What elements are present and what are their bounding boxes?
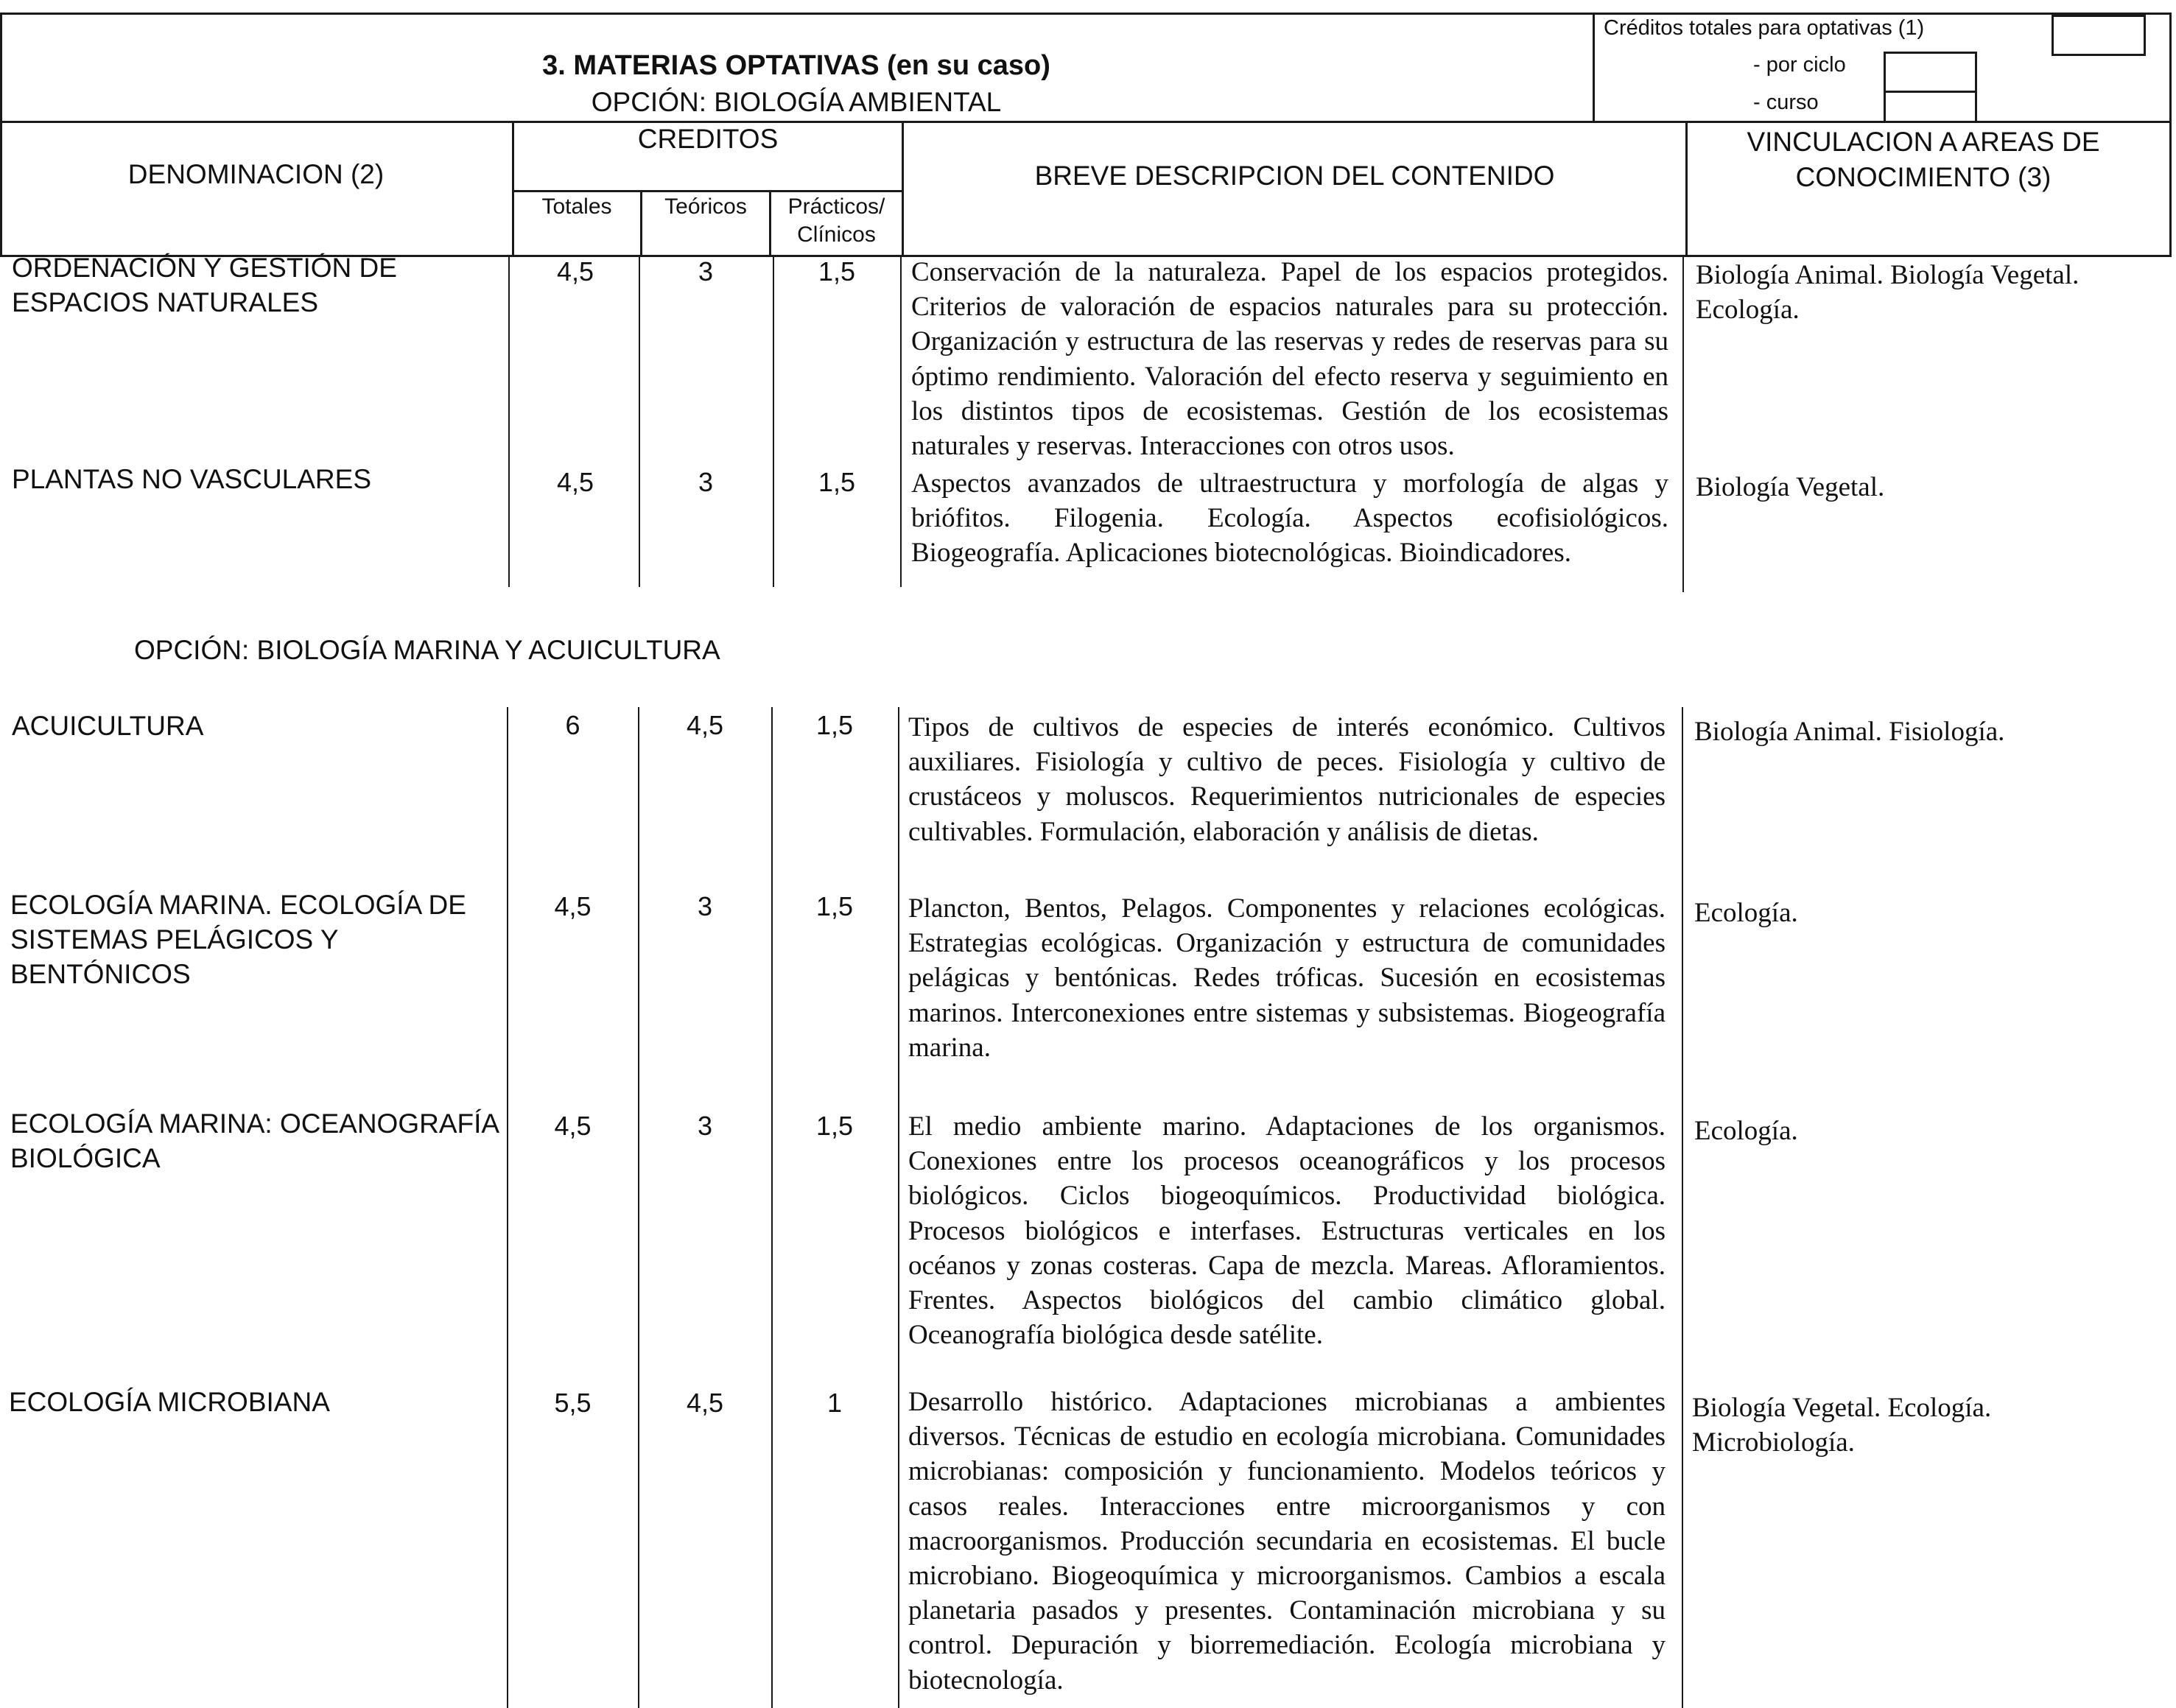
body-sep-4-b [898,707,899,1708]
credits-teoricos: 3 [698,467,714,497]
col-header-totales: Totales [541,194,612,219]
knowledge-areas: Biología Animal. Fisiología. [1694,717,2005,747]
page-title: 3. MATERIAS OPTATIVAS (en su caso) [542,50,1050,81]
header-credits-divider [1593,13,1595,123]
col-header-descripcion: BREVE DESCRIPCION DEL CONTENIDO [1034,161,1555,191]
credits-teoricos: 4,5 [686,1388,724,1418]
col-header-practicos-2: Clínicos [797,222,876,247]
credits-totales: 4,5 [554,891,592,921]
per-course-label: - curso [1753,91,1819,114]
credits-totales: 4,5 [556,467,594,497]
credits-practicos: 1,5 [815,1111,854,1141]
credits-teoricos: 4,5 [686,710,724,740]
course-name: ECOLOGÍA MICROBIANA [9,1387,330,1417]
body-sep-1-a [508,257,510,587]
course-name: PLANTAS NO VASCULARES [12,464,371,494]
course-description: Tipos de cultivos de especies de interés económico. Cultivos auxiliares. Fisiología y cultivo de peces. Fisiología y cultivo de crustáceos y moluscos. Requerimientos nutricionales de especies cultivables. Formulación, elaboración y análisis de dietas. [908,712,1666,847]
body-sep-5-b [1682,707,1683,1708]
page-subtitle: OPCIÓN: BIOLOGÍA AMBIENTAL [591,87,1002,117]
course-description: Conservación de la naturaleza. Papel de los espacios protegidos. Criterios de valoración de espacios naturales para su protección. Organización y estructura de las reservas y redes de reservas para su óptimo rendimiento. Valoración del efecto reserva y seguimiento en los distintos tipos de ecosistemas. Gestión de los ecosistemas naturales y reservas. Interacciones con otros usos. [911,257,1668,462]
course-name: ORDENACIÓN Y GESTIÓN DE ESPACIOS NATURALES [12,253,397,317]
course-description: El medio ambiente marino. Adaptaciones de los organismos. Conexiones entre los procesos oceanográficos y los procesos biológicos. Ciclos biogeoquímicos. Productividad biológica. Procesos biológicos e interfases. Estructuras verticales en los océanos y zonas costeras. Capa de mezcla. Mareas. Afloramientos. Frentes. Aspectos biológicos del cambio climático global. Oceanografía biológica desde satélite. [908,1111,1666,1351]
credits-total-label: Créditos totales para optativas (1) [1604,16,1925,40]
col-header-creditos: CREDITOS [637,124,779,154]
option-heading-marina: OPCIÓN: BIOLOGÍA MARINA Y ACUICULTURA [134,635,720,665]
credits-practicos: 1 [826,1388,843,1418]
knowledge-areas: Biología Animal. Biología Vegetal. Ecología. [1696,260,2080,325]
credits-total-box[interactable] [2052,15,2146,56]
course-description: Desarrollo histórico. Adaptaciones microbianas a ambientes diversos. Técnicas de estudio en ecología microbiana. Comunidades microbianas: composición y funcionamiento. Modelos teóricos y casos reales. Interacciones entre microorganismos y con macroorganismos. Producción secundaria en ecosistemas. El bucle microbiano. Biogeoquímica y microorganismos. Cambios a escala planetaria pasados y presentes. Contaminación microbiana y su control. Depuración y biorremediación. Ecología microbiana y biotecnología. [908,1387,1666,1695]
body-sep-2-b [638,707,639,1708]
credits-totales: 6 [565,710,580,740]
credits-totales: 5,5 [554,1388,592,1418]
frame-right-line [2169,13,2172,257]
body-sep-2-a [639,257,640,587]
knowledge-areas: Ecología. [1694,898,1798,928]
frame-left-line [0,13,2,257]
course-name: ACUICULTURA [12,711,204,741]
knowledge-areas: Biología Vegetal. Ecología. Microbiología. [1692,1393,1992,1458]
credits-practicos: 1,5 [815,891,854,921]
frame-top-line [0,13,2172,15]
knowledge-areas: Biología Vegetal. [1696,472,1885,502]
col-header-vinculacion-2: CONOCIMIENTO (3) [1795,162,2052,192]
course-name: ECOLOGÍA MARINA: OCEANOGRAFÍA BIOLÓGICA [10,1108,499,1173]
body-sep-5-a [1682,257,1684,592]
credits-subheader-line [512,190,904,192]
body-sep-3-a [773,257,774,587]
knowledge-areas: Ecología. [1694,1116,1798,1146]
col-header-practicos-1: Prácticos/ [787,194,885,219]
col-header-denominacion: DENOMINACION (2) [127,159,385,189]
credits-practicos: 1,5 [818,467,856,497]
course-description: Plancton, Bentos, Pelagos. Componentes y relaciones ecológicas. Estrategias ecológicas. Organización y estructura de comunidades pelágicas y bentónicas. Redes tróficas. Sucesión en ecosistemas marinos. Interconexiones entre sistemas y subsistemas. Biogeografía marina. [908,893,1666,1063]
credits-teoricos: 3 [697,891,713,921]
credits-totales: 4,5 [556,256,594,287]
credits-practicos: 1,5 [818,256,856,287]
col-header-vinculacion-1: VINCULACION A AREAS DE [1747,127,2100,157]
per-course-box[interactable] [1884,91,1977,123]
per-cycle-label: - por ciclo [1753,53,1846,77]
col-header-teoricos: Teóricos [664,194,747,219]
header-divider-line [0,121,2172,123]
credits-practicos: 1,5 [815,710,854,740]
per-cycle-box[interactable] [1884,52,1977,93]
body-sep-4-a [900,257,902,587]
credits-teoricos: 3 [697,1111,713,1141]
credits-teoricos: 3 [698,256,714,287]
course-name: ECOLOGÍA MARINA. ECOLOGÍA DE SISTEMAS PELÁGICOS Y BENTÓNICOS [10,890,466,989]
course-description: Aspectos avanzados de ultraestructura y morfología de algas y briófitos. Filogenia. Ecología. Aspectos ecofisiológicos. Biogeografía. Aplicaciones biotecnológicas. Bioindicadores. [911,468,1668,569]
body-sep-3-b [771,707,773,1708]
credits-totales: 4,5 [554,1111,592,1141]
body-sep-1-b [507,707,508,1708]
